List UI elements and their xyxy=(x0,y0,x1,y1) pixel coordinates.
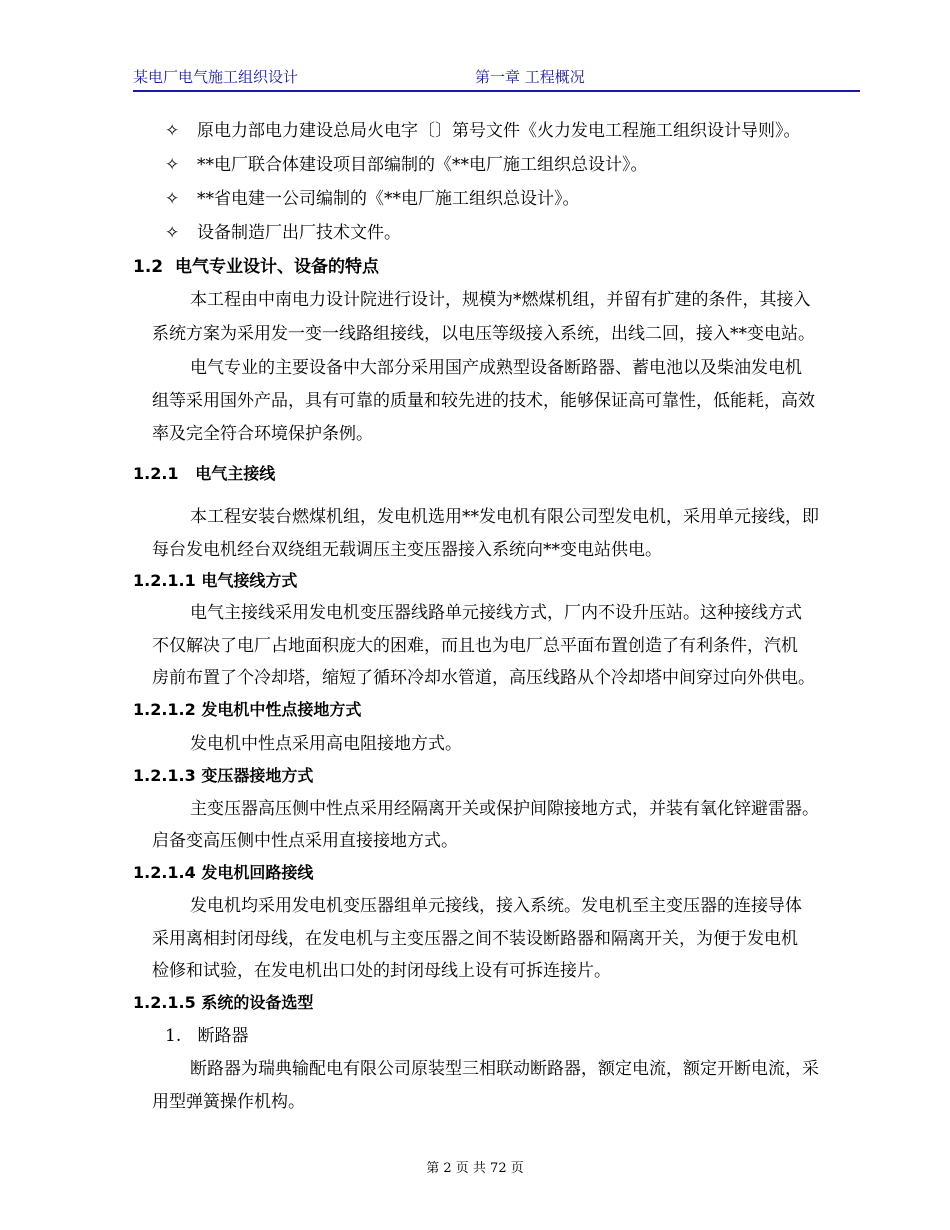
diamond-bullet-icon: ✧ xyxy=(165,121,180,141)
diamond-bullet-icon: ✧ xyxy=(165,189,180,209)
list-item: ✧ 原电力部电力建设总局火电字〔〕第号文件《火力发电工程施工组织设计导则》。 xyxy=(165,121,801,141)
page-header xyxy=(133,64,860,92)
numbered-item: 1. 断路器 xyxy=(165,1026,249,1046)
paragraph-line: 用型弹簧操作机构。 xyxy=(152,1092,305,1112)
paragraph-line: 本工程由中南电力设计院进行设计，规模为*燃煤机组，并留有扩建的条件，其接入 xyxy=(190,290,811,310)
paragraph-line: 本工程安装台燃煤机组，发电机选用**发电机有限公司型发电机，采用单元接线，即 xyxy=(190,507,819,527)
diamond-bullet-icon: ✧ xyxy=(165,155,180,175)
paragraph-line: 发电机均采用发电机变压器组单元接线，接入系统。发电机至主变压器的连接导体 xyxy=(190,896,802,916)
paragraph-line: 检修和试验，在发电机出口处的封闭母线上设有可拆连接片。 xyxy=(152,961,611,981)
paragraph-line: 每台发电机经台双绕组无载调压主变压器接入系统向**变电站供电。 xyxy=(152,540,662,560)
diamond-bullet-icon: ✧ xyxy=(165,223,180,243)
section-heading-1-2-1-3: 1.2.1.3 变压器接地方式 xyxy=(133,766,314,785)
section-heading-1-2-1: 1.2.1 电气主接线 xyxy=(133,464,276,483)
paragraph-line: 采用离相封闭母线，在发电机与主变压器之间不装设断路器和隔离开关，为便于发电机 xyxy=(152,929,798,949)
section-heading-1-2-1-4: 1.2.1.4 发电机回路接线 xyxy=(133,863,314,882)
paragraph-line: 系统方案为采用发一变一线路组接线，以电压等级接入系统，出线二回，接入**变电站。 xyxy=(152,324,815,344)
paragraph-line: 电气主接线采用发电机变压器线路单元接线方式，厂内不设升压站。这种接线方式 xyxy=(190,603,802,623)
section-heading-1-2-1-1: 1.2.1.1 电气接线方式 xyxy=(133,571,298,590)
paragraph-line: 房前布置了个冷却塔，缩短了循环冷却水管道，高压线路从个冷却塔中间穿过向外供电。 xyxy=(152,668,815,688)
paragraph-line: 发电机中性点采用高电阻接地方式。 xyxy=(190,734,462,754)
header-doc-title: 某电厂电气施工组织设计 xyxy=(133,68,299,86)
paragraph-line: 电气专业的主要设备中大部分采用国产成熟型设备断路器、蓄电池以及柴油发电机 xyxy=(190,358,802,378)
section-heading-1-2: 1.2 电气专业设计、设备的特点 xyxy=(133,257,379,277)
list-item: ✧ **省电建一公司编制的《**电厂施工组织总设计》。 xyxy=(165,189,580,209)
list-item: ✧ 设备制造厂出厂技术文件。 xyxy=(165,223,401,243)
section-heading-1-2-1-2: 1.2.1.2 发电机中性点接地方式 xyxy=(133,700,362,719)
paragraph-line: 率及完全符合环境保护条例。 xyxy=(152,424,373,444)
paragraph-line: 启备变高压侧中性点采用直接接地方式。 xyxy=(152,831,458,851)
page-footer: 第 2 页 共 72 页 xyxy=(426,1161,524,1176)
paragraph-line: 主变压器高压侧中性点采用经隔离开关或保护间隙接地方式，并装有氧化锌避雷器。 xyxy=(190,799,819,819)
list-item: ✧ **电厂联合体建设项目部编制的《**电厂施工组织总设计》。 xyxy=(165,155,648,175)
paragraph-line: 组等采用国外产品，具有可靠的质量和较先进的技术，能够保证高可靠性，低能耗，高效 xyxy=(152,391,815,411)
paragraph-line: 不仅解决了电厂占地面积庞大的困难，而且也为电厂总平面布置创造了有利条件，汽机 xyxy=(152,636,798,656)
header-chapter: 第一章 工程概况 xyxy=(475,68,585,86)
paragraph-line: 断路器为瑞典输配电有限公司原装型三相联动断路器，额定电流，额定开断电流，采 xyxy=(190,1059,819,1079)
section-heading-1-2-1-5: 1.2.1.5 系统的设备选型 xyxy=(133,993,314,1012)
